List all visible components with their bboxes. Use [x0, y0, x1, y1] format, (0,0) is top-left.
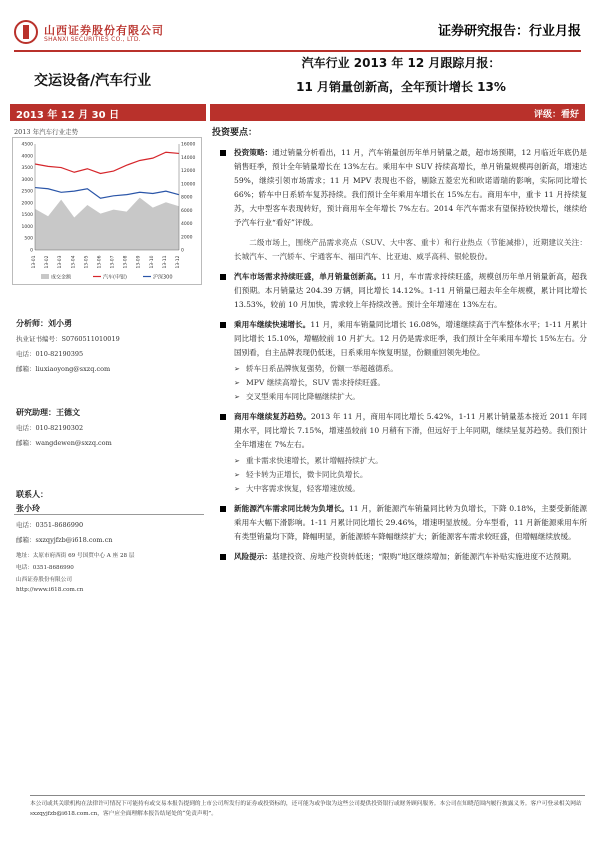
stock-picks-paragraph: 二级市场上，围绕产品需求亮点（SUV、大中客、重卡）和行业热点（节能减排），近期建议关注：长城汽车、一汽轿车、宇通客车、福田汽车、比亚迪、威孚高科、银轮股份。 [234, 238, 587, 261]
sub-item [212, 390, 587, 404]
company-name-en: SHANXI SECURITIES CO., LTD. [44, 36, 141, 43]
sub-item-text: 交叉型乘用车同比降幅继续扩大。 [246, 392, 360, 401]
y-left-tick-label: 4000 [21, 154, 33, 160]
analyst-email[interactable]: 邮箱：liuxiaoyong@sxzq.com [16, 365, 111, 373]
bullet-text: 2013 年 11 月，商用车同比增长 5.42%，1-11 月累计销量基本接近 2011 年同期水平，同比增长 7.15%，增速虽较前 10 月稍有下滑，但远好于上年同期，继续呈复苏趋势。我们预计全年增速在 7%左右。 [234, 412, 587, 449]
series-auto-line [35, 152, 179, 173]
y-left-tick-label: 1000 [21, 224, 33, 230]
legend-swatch [41, 274, 49, 279]
bullet-heading: 投资策略： [234, 148, 273, 157]
company-logo-icon [14, 20, 38, 44]
report-title-line1: 汽车行业 2013 年 12 月跟踪月报： [301, 56, 501, 70]
x-tick-label: 13-01 [32, 255, 37, 269]
bullet-commercial-vehicles [212, 410, 587, 452]
arrow-right-icon: ➢ [234, 485, 240, 493]
bullet-heading: 汽车市场需求持续旺盛，单月销量创新高。 [234, 272, 382, 281]
y-right-tick-label: 12000 [181, 169, 196, 174]
legend-label: 成交金额 [51, 274, 72, 281]
sub-item [212, 362, 587, 376]
assistant-name: 研究助理：王德文 [16, 408, 80, 417]
contact-divider [14, 514, 204, 515]
y-left-tick-label: 500 [24, 236, 33, 242]
series-volume-area [35, 198, 179, 250]
sub-item-text: MPV 继续高增长，SUV 需求持续旺盛。 [246, 378, 385, 387]
arrow-right-icon: ➢ [234, 393, 240, 401]
x-tick-label: 13-05 [84, 255, 90, 269]
arrow-right-icon: ➢ [234, 379, 240, 387]
y-left-tick-label: 3500 [21, 166, 33, 172]
legend-label: 沪深300 [153, 274, 173, 281]
x-tick-label: 13-12 [176, 255, 181, 269]
sub-item-text: 轿车日系品牌恢复强势，份额一举超越德系。 [246, 364, 398, 373]
x-tick-label: 13-04 [71, 255, 77, 269]
analyst-license: 执业证书编号：S0760511010019 [16, 335, 120, 343]
arrow-right-icon: ➢ [234, 365, 240, 373]
bullet-risk [212, 550, 587, 564]
analyst-phone: 电话：010-82190395 [16, 350, 84, 358]
x-tick-label: 13-02 [45, 255, 51, 269]
company-name-cn: 山西证券股份有限公司 [44, 24, 164, 37]
chart-title: 2013 年汽车行业走势 [14, 128, 79, 136]
sub-item-text: 大中客需求恢复，轻客增速放缓。 [246, 484, 360, 493]
bullet-square-icon [220, 150, 226, 156]
bullet-heading: 风险提示： [234, 552, 272, 561]
y-right-tick-label: 10000 [181, 182, 196, 188]
disclaimer-footer: 本公司或其关联机构在法律许可情况下可能持有或交易本报告提到的上市公司所发行的证券或投资标的，还可能为或争取为这些公司提供投资银行或财务顾问服务。本公司在知晓范围内履行披露义务。客户可登录相关网站 sxzqyjfzb@i618.com.cn，客户应全面理解本报告结尾处的“免责声明”。 [30, 801, 582, 817]
bullet-square-icon [220, 506, 226, 512]
sub-item [212, 376, 587, 390]
contact-name: 张小玲 [16, 504, 40, 513]
report-date: 2013 年 12 月 30 日 [10, 104, 206, 121]
y-left-tick-label: 4500 [21, 142, 33, 148]
bullet-text: 基建投资、房地产投资转低迷；“限购”地区继续增加；新能源汽车补贴实施进度不达预期。 [271, 552, 576, 561]
contact-title: 联系人： [16, 490, 48, 499]
report-title-line2: 11 月销量创新高，全年预计增长 13% [296, 80, 506, 94]
bullet-strategy [212, 146, 587, 230]
bullet-square-icon [220, 414, 226, 420]
y-left-tick-label: 1500 [21, 213, 33, 219]
sub-item [212, 482, 587, 496]
sub-item-text: 轻卡转为正增长，微卡同比负增长。 [246, 470, 368, 479]
bullet-heading: 商用车继续复苏趋势。 [234, 412, 311, 421]
bullet-text: 11 月，乘用车销量同比增长 16.08%，增速继续高于汽车整体水平；1-11 月累计同比增长 15.10%，增幅较前 10 月扩大。12 月仍是需求旺季，我们预计全年乘用车增长 15%左右。分国别看，自主品牌表现仍低迷，日系乘用车恢复明显，份额重回领先地位。 [234, 320, 588, 357]
x-tick-label: 13-10 [149, 255, 155, 269]
x-tick-label: 13-07 [110, 255, 116, 269]
footer-rule [30, 795, 585, 796]
y-left-tick-label: 2500 [21, 189, 33, 195]
trend-chart [12, 137, 202, 285]
arrow-right-icon: ➢ [234, 471, 240, 479]
x-tick-label: 13-06 [97, 255, 103, 269]
sub-item-text: 重卡需求快速增长，累计增幅持续扩大。 [246, 456, 383, 465]
sector-label: 交运设备/汽车行业 [34, 73, 152, 89]
key-points-title: 投资要点： [212, 128, 258, 138]
y-left-tick-label: 3000 [21, 177, 33, 183]
rating-badge: 评级：看好 [210, 104, 585, 121]
y-right-tick-label: 14000 [181, 155, 196, 161]
bullet-heading: 乘用车继续快速增长。 [234, 320, 311, 329]
arrow-right-icon: ➢ [234, 457, 240, 465]
report-type: 证券研究报告：行业月报 [437, 24, 581, 39]
bullet-text: 11 月，新能源汽车销量同比转为负增长，下降 0.18%，主要受新能源乘用车大幅下滑影响。1-11 月累计同比增长 29.46%，增速明显放缓。分车型看，11 月新能源乘用车所有类型销量均下降，降幅明显，新能源轿车降幅继续扩大；新能源客车需求较旺盛，但增幅继续放缓。 [234, 504, 587, 541]
y-right-tick-label: 4000 [181, 222, 193, 227]
y-right-tick-label: 6000 [181, 208, 193, 214]
y-right-tick-label: 2000 [181, 235, 193, 241]
bullet-square-icon [220, 322, 226, 328]
y-left-tick-label: 0 [30, 248, 33, 254]
key-points [212, 125, 587, 570]
contact-company: 山西证券股份有限公司 [16, 577, 72, 583]
contact-tel: 电话：0351-8686990 [16, 565, 74, 571]
analyst-name: 分析师：刘小勇 [16, 319, 72, 328]
sub-item [212, 468, 587, 482]
x-tick-label: 13-03 [58, 255, 64, 269]
bullet-square-icon [220, 274, 226, 280]
bullet-text: 11 月，车市需求持续旺盛，规模创历年单月销量新高，超我们预期。本月销量达 204.39 万辆，同比增长 14.12%。1-11 月销量已超去年全年规模，累计同比增长 13.53%，较前 10 月加快，需求较上年持续改善。预计全年增速在 13%左右。 [234, 272, 587, 309]
y-right-tick-label: 16000 [181, 142, 196, 148]
assistant-email[interactable]: 邮箱：wangdewen@sxzq.com [16, 439, 112, 447]
x-tick-label: 13-11 [162, 255, 168, 269]
bullet-square-icon [220, 554, 226, 560]
bullet-new-energy [212, 502, 587, 544]
bullet-heading: 新能源汽车需求同比转为负增长。 [234, 504, 349, 513]
header-rule [14, 50, 581, 52]
y-left-tick-label: 2000 [21, 201, 33, 207]
sub-item [212, 454, 587, 468]
legend-label: 汽车(申银) [103, 274, 127, 281]
bullet-passenger-cars [212, 318, 587, 360]
assistant-phone: 电话：010-82190302 [16, 424, 84, 432]
contact-address: 地址：太原市府西街 69 号国贸中心 A 座 28 层 [16, 553, 135, 559]
bullet-text: 通过销量分析看出，11 月，汽车销量创历年单月销量之最，超市场预期，12 月临近年底仍是销售旺季，预计全年销量增长在 13%左右。乘用车中 SUV 持续高增长，单月销量规模再创新高，增速达 59%，继续引领市场需求；11 月 MPV 表现也不俗，剔除五菱宏光和欧诺谱瑞的影响，实际同比增长 66%；轿车中日系轿车复苏持续。我们预计全年乘用车增长在 15%左右。商用车中，重卡 11 月持续复苏，大中型客车表现转好，预计商用车全年增长 7%左右。2014 年汽车需求有望保持较快增长，继续给予汽车行业“看好”评级。 [234, 148, 587, 227]
bullet-market-demand [212, 270, 587, 312]
contact-phone: 电话：0351-8686990 [16, 521, 84, 529]
contact-site[interactable]: http://www.i618.com.cn [16, 587, 84, 593]
y-right-tick-label: 8000 [181, 195, 193, 201]
x-tick-label: 13-09 [136, 255, 142, 269]
contact-email[interactable]: 邮箱：sxzqyjfzb@i618.com.cn [16, 536, 113, 544]
x-tick-label: 13-08 [123, 255, 129, 269]
y-right-tick-label: 0 [181, 248, 184, 254]
trend-chart-svg [13, 138, 201, 284]
series-hs300-line [35, 188, 179, 199]
